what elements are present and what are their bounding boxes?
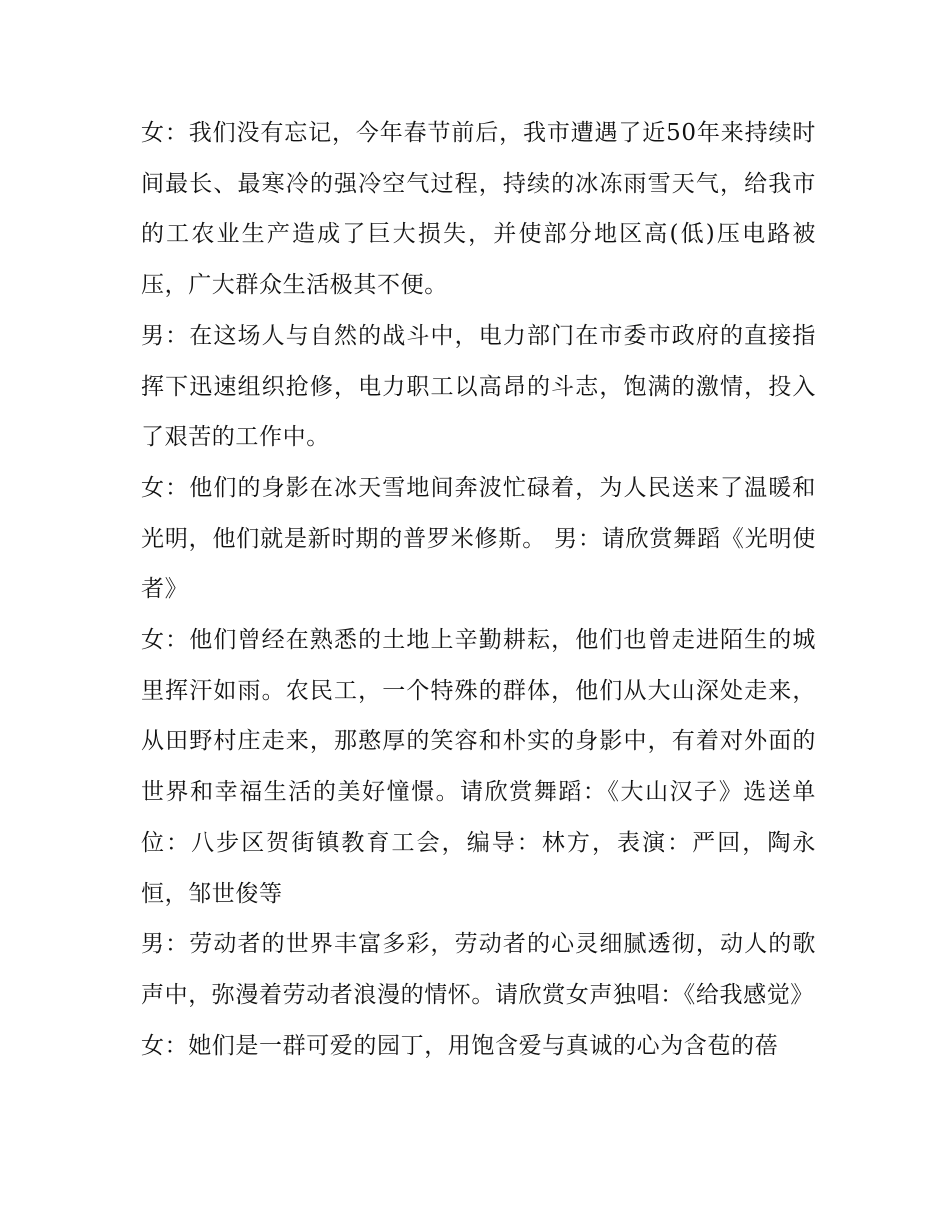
paragraph-laborers-song: 男：劳动者的世界丰富多彩，劳动者的心灵细腻透彻，动人的歌声中，弥漫着劳动者浪漫的情怀。请欣赏女声独唱：《给我感觉》: [141, 931, 816, 1008]
paragraph-migrant-workers: 女：他们曾经在熟悉的土地上辛勤耕耘，他们也曾走进陌生的城里挥汗如雨。农民工，一个特殊的群体，他们从大山深处走来，从田野村庄走来，那憨厚的笑容和朴实的身影中，有着对外面的世界和幸福生活的美好憧憬。请欣赏舞蹈：《大山汉子》选送单位：八步区贺街镇教育工会，编导：林方，表演：严回，陶永恒，邹世俊等: [141, 627, 816, 907]
paragraph-gardeners: 女：她们是一群可爱的园丁，用饱含爱与真诚的心为含苞的蓓: [141, 1032, 779, 1059]
paragraph-prometheus: 女：他们的身影在冰天雪地间奔波忙碌着，为人民送来了温暖和光明，他们就是新时期的普罗米修斯。 男：请欣赏舞蹈《光明使者》: [141, 474, 816, 603]
document-page: [141, 108, 816, 1071]
paragraph-power-workers: 男：在这场人与自然的战斗中，电力部门在市委市政府的直接指挥下迅速组织抢修，电力职工以高昂的斗志，饱满的激情，投入了艰苦的工作中。: [141, 322, 816, 451]
paragraph-power-outage: 女：我们没有忘记，今年春节前后，我市遭遇了近50年来持续时间最长、最寒冷的强冷空气过程，持续的冰冻雨雪天气，给我市的工农业生产造成了巨大损失，并使部分地区高(低)压电路被压，广大群众生活极其不便。: [141, 120, 816, 299]
